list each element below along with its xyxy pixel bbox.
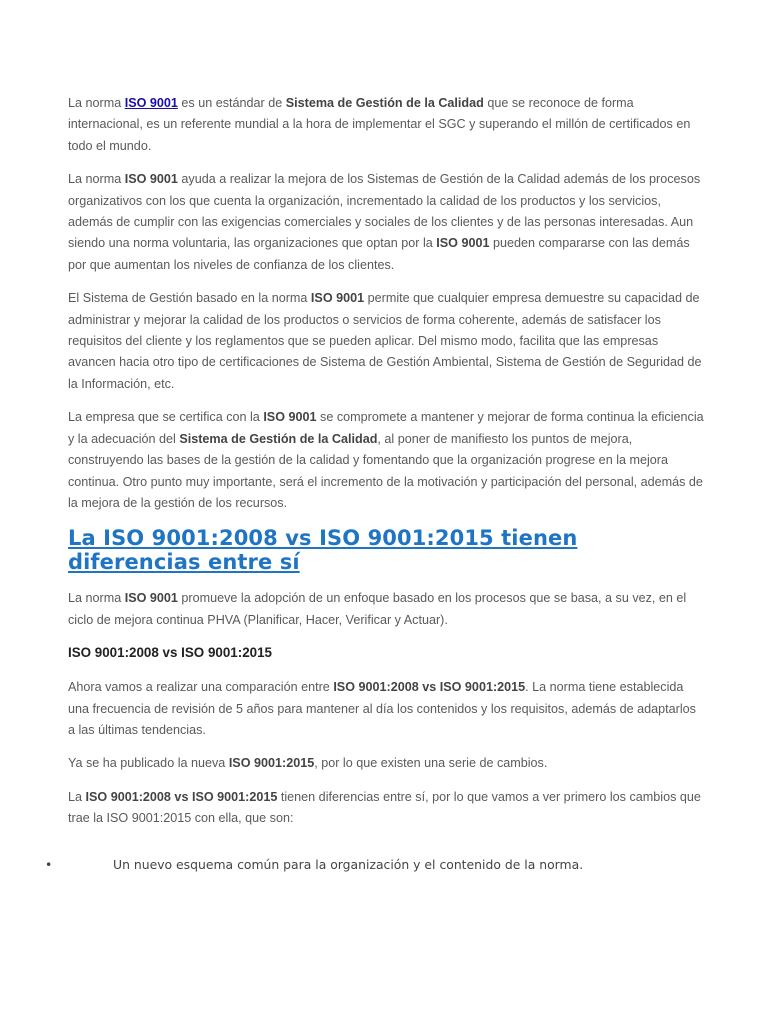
text-run: es un estándar de (177, 96, 286, 110)
bold-text: ISO 9001 (310, 291, 365, 306)
text-run: , al poner de manifiesto los puntos de mejora, construyendo las bases de la gestión de la calidad y fomentando que la organización progrese en la mejora continua. Otro punto muy importante, será el incremento de la motivación y participación del personal, además de la mejora de la gestión de los recursos. (68, 431, 703, 510)
bold-text: ISO 9001 (436, 236, 490, 251)
text-run: se compromete a mantener y mejorar de forma continua la eficiencia y la adecuación del (68, 410, 704, 446)
bullet-icon: • (45, 857, 53, 872)
text-run: La norma (68, 591, 125, 606)
bold-text: ISO 9001:2008 vs ISO 9001:2015 (85, 789, 278, 804)
text-run: . La norma tiene establecida una frecuencia de revisión de 5 años para mantener al día los contenidos y los requisitos, además de adaptarlos a las últimas tendencias. (68, 680, 696, 737)
paragraph-management-system (68, 288, 704, 395)
bold-text: ISO 9001:2008 vs ISO 9001:2015 (333, 680, 526, 695)
text-run: La empresa que se certifica con la (68, 410, 264, 425)
text-run: ayuda a realizar la mejora de los Sistemas de Gestión de la Calidad además de los procesos organizativos con los que cuenta la organización, incrementado la calidad de los productos y los servicios, además de cumplir con las exigencias comerciales y sociales de los clientes y de las personas interesadas. Aun siendo una norma voluntaria, las organizaciones que optan por la (68, 172, 701, 251)
paragraph-intro (68, 93, 704, 157)
text-run: pueden compararse con las demás por que aumentan los niveles de confianza de los clientes. (68, 236, 690, 272)
text-run: tienen diferencias entre sí, por lo que vamos a ver primero los cambios que trae la ISO 9001:2015 con ella, que son: (68, 789, 701, 826)
text-run: Ya se ha publicado la nueva (68, 756, 229, 771)
text-run: La (68, 789, 86, 804)
bold-text: ISO 9001:2015 (228, 756, 315, 771)
sub-heading: ISO 9001:2008 vs ISO 9001:2015 (68, 645, 272, 661)
iso-9001-link[interactable]: ISO 9001 (124, 96, 178, 110)
paragraph-differences (68, 787, 704, 830)
text-run: La norma (68, 96, 125, 110)
paragraph-published (68, 753, 704, 774)
text-run: La norma (68, 172, 125, 187)
text-run: permite que cualquier empresa demuestre su capacidad de administrar y mejorar la calidad de los productos o servicios de forma coherente, además de satisfacer los requisitos del cliente y los reglamentos que se pueden aplicar. Del mismo modo, facilita que las empresas avancen hacia otro tipo de certificaciones de Sistema de Gestión Ambiental, Sistema de Gestión de Seguridad de la Información, etc. (68, 291, 702, 391)
bold-text: ISO 9001 (124, 172, 178, 187)
bold-text: Sistema de Gestión de la Calidad (285, 96, 484, 110)
text-run: , por lo que existen una serie de cambios. (314, 756, 548, 771)
text-run: promueve la adopción de un enfoque basado en los procesos que se basa, a su vez, en el ciclo de mejora continua PHVA (Planificar, Hacer, Verificar y Actuar). (68, 591, 687, 627)
article-body (68, 93, 704, 842)
bold-text: Sistema de Gestión de la Calidad (179, 431, 378, 446)
paragraph-certification (68, 407, 704, 514)
list-item-text: Un nuevo esquema común para la organización y el contenido de la norma. (113, 857, 584, 872)
text-run: El Sistema de Gestión basado en la norma (68, 291, 311, 306)
paragraph-process-approach (68, 588, 704, 631)
bold-text: ISO 9001 (263, 410, 317, 425)
bold-text: ISO 9001 (124, 591, 178, 606)
text-run: Ahora vamos a realizar una comparación entre (68, 680, 334, 695)
paragraph-improvement (68, 169, 704, 276)
text-run: que se reconoce de forma internacional, es un referente mundial a la hora de implementar el SGC y superando el millón de certificados en todo el mundo. (68, 96, 691, 153)
section-heading-link[interactable]: La ISO 9001:2008 vs ISO 9001:2015 tienen diferencias entre sí (68, 526, 578, 575)
paragraph-comparison (68, 677, 704, 741)
